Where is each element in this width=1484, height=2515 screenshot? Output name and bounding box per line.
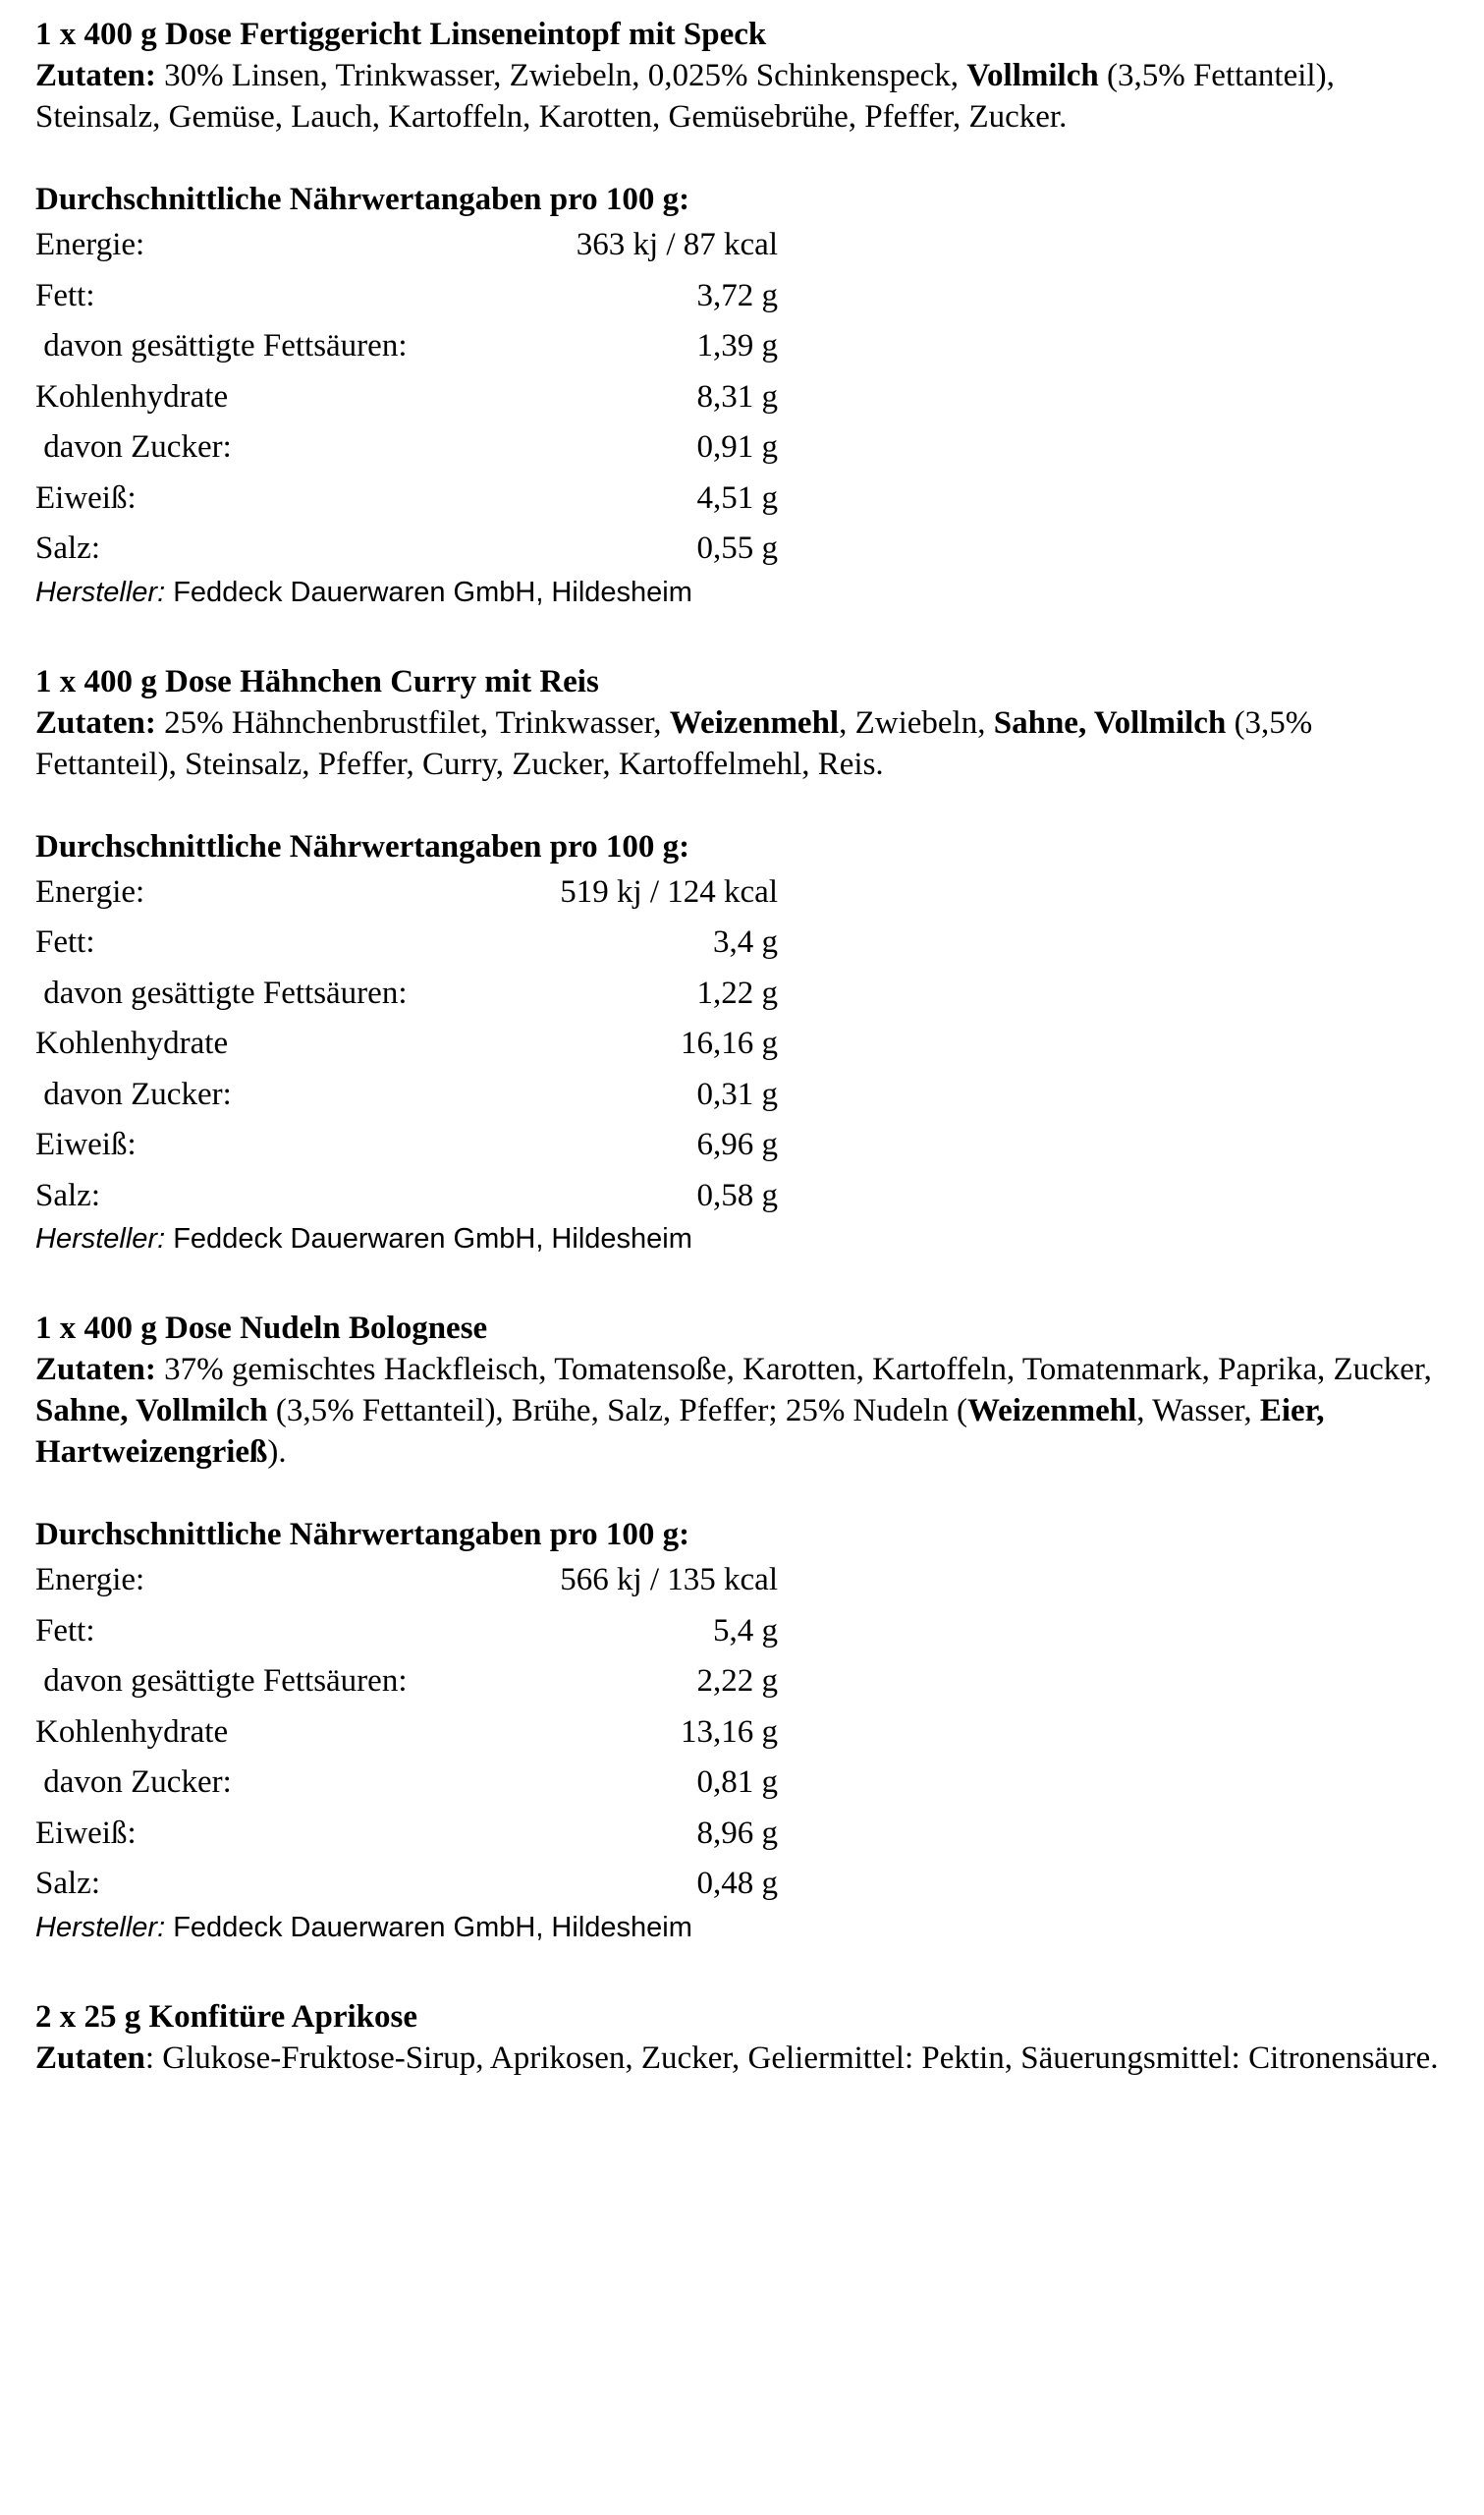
nutrient-label: Fett: — [35, 1612, 95, 1649]
nutrition-row — [35, 1707, 1450, 1759]
product-title: 1 x 400 g Dose Nudeln Bolognese — [35, 1311, 488, 1346]
nutrient-label: davon Zucker: — [35, 1764, 232, 1800]
product-section — [35, 661, 1450, 1258]
nutrient-label: Salz: — [35, 531, 100, 566]
nutrient-label: Fett: — [35, 924, 95, 960]
nutrition-row — [35, 918, 1450, 969]
nutrient-label: Energie: — [35, 227, 145, 262]
ingredient-segment: 37% gemischtes Hackfleisch, Tomatensoße, Karotten, Kartoffeln, Tomatenmark, Paprika, Zucker, — [155, 1352, 1432, 1387]
nutrition-table — [35, 867, 1450, 1222]
nutrient-label: Energie: — [35, 873, 145, 910]
nutrient-label: Salz: — [35, 1866, 100, 1901]
ingredient-bold-segment: Eier, Hartweizengrieß — [35, 1393, 1325, 1470]
product-section — [35, 14, 1450, 610]
nutrient-value: 519 kj / 124 kcal — [560, 873, 778, 910]
nutrition-row — [35, 1070, 1450, 1121]
nutrient-value: 1,22 g — [696, 975, 778, 1011]
ingredient-bold-segment: Zutaten: — [35, 58, 156, 93]
nutrition-row — [35, 422, 1450, 474]
nutrient-label: Salz: — [35, 1177, 100, 1213]
ingredient-segment: 30% Linsen, Trinkwasser, Zwiebeln, 0,025% Schinkenspeck, — [155, 58, 967, 93]
nutrition-table — [35, 220, 1450, 575]
nutrient-value: 1,39 g — [696, 328, 778, 363]
nutrition-row — [35, 474, 1450, 525]
nutrient-value: 8,31 g — [696, 378, 778, 415]
ingredients-text — [35, 702, 1450, 785]
nutrient-value: 2,22 g — [696, 1663, 778, 1699]
ingredient-segment: 25% Hähnchenbrustfilet, Trinkwasser, — [155, 704, 670, 741]
nutrient-value: 0,91 g — [696, 429, 778, 465]
ingredient-segment: (3,5% Fettanteil), Steinsalz, Pfeffer, Curry, Zucker, Kartoffelmehl, Reis. — [35, 704, 1313, 782]
nutrient-label: Kohlenhydrate — [35, 378, 229, 415]
nutrient-value: 0,58 g — [696, 1177, 778, 1213]
nutrition-table — [35, 1555, 1450, 1910]
nutrient-label: Eiweiß: — [35, 1815, 137, 1851]
nutrition-row — [35, 524, 1450, 575]
ingredient-segment: (3,5% Fettanteil), Steinsalz, Gemüse, Lauch, Kartoffeln, Karotten, Gemüsebrühe, Pfeffer, Zucker. — [35, 58, 1335, 135]
nutrient-label: Fett: — [35, 277, 95, 313]
product-title: 1 x 400 g Dose Hähnchen Curry mit Reis — [35, 663, 599, 699]
nutrient-value: 0,31 g — [696, 1076, 778, 1112]
nutrition-row — [35, 1656, 1450, 1707]
ingredient-bold-segment: Sahne, Vollmilch — [993, 704, 1227, 741]
manufacturer-line — [35, 1910, 1450, 1945]
product-info-document — [35, 14, 1450, 2079]
nutrient-value: 3,72 g — [696, 277, 778, 313]
product-title: 2 x 25 g Konfitüre Aprikose — [35, 1998, 417, 2035]
manufacturer-prefix: Hersteller: — [35, 1223, 166, 1255]
nutrient-value: 16,16 g — [681, 1026, 778, 1061]
nutrition-row — [35, 867, 1450, 919]
nutrient-label: davon gesättigte Fettsäuren: — [35, 328, 408, 363]
nutrition-row — [35, 1758, 1450, 1809]
nutrient-label: Eiweiß: — [35, 1127, 137, 1162]
nutrition-heading: Durchschnittliche Nährwertangaben pro 100 g: — [35, 1517, 690, 1552]
nutrition-row — [35, 969, 1450, 1020]
ingredient-bold-segment: Zutaten: — [35, 1352, 156, 1387]
nutrient-value: 5,4 g — [713, 1612, 778, 1649]
ingredient-segment: , Wasser, — [1136, 1393, 1260, 1428]
manufacturer-line — [35, 1221, 1450, 1257]
nutrition-heading: Durchschnittliche Nährwertangaben pro 100 g: — [35, 828, 690, 865]
nutrient-value: 4,51 g — [696, 479, 778, 516]
nutrient-label: davon gesättigte Fettsäuren: — [35, 975, 408, 1011]
ingredient-segment: , Zwiebeln, — [839, 704, 994, 741]
nutrient-label: Kohlenhydrate — [35, 1713, 229, 1750]
manufacturer-name: Feddeck Dauerwaren GmbH, Hildesheim — [173, 1911, 692, 1943]
nutrition-row — [35, 1171, 1450, 1222]
nutrient-label: davon Zucker: — [35, 1076, 232, 1112]
nutrient-value: 0,81 g — [696, 1764, 778, 1800]
ingredient-segment: ). — [267, 1434, 287, 1470]
nutrition-row — [35, 220, 1450, 271]
nutrition-row — [35, 372, 1450, 423]
manufacturer-prefix: Hersteller: — [35, 576, 166, 608]
nutrient-value: 13,16 g — [681, 1713, 778, 1750]
nutrient-value: 363 kj / 87 kcal — [576, 227, 778, 262]
nutrient-label: Eiweiß: — [35, 479, 137, 516]
section-spacer — [35, 1945, 1450, 1996]
ingredient-bold-segment: Weizenmehl — [669, 704, 840, 741]
nutrient-label: davon Zucker: — [35, 429, 232, 465]
ingredients-text — [35, 1349, 1450, 1473]
nutrition-row — [35, 271, 1450, 322]
ingredient-bold-segment: Weizenmehl — [966, 1393, 1137, 1428]
nutrition-row — [35, 321, 1450, 372]
ingredient-bold-segment: Vollmilch — [966, 58, 1099, 93]
manufacturer-prefix: Hersteller: — [35, 1911, 166, 1943]
nutrition-row — [35, 1555, 1450, 1606]
nutrient-label: Energie: — [35, 1562, 145, 1597]
nutrition-row — [35, 1120, 1450, 1171]
product-title: 1 x 400 g Dose Fertiggericht Linseneintopf mit Speck — [35, 17, 767, 52]
nutrient-label: davon gesättigte Fettsäuren: — [35, 1663, 408, 1699]
ingredient-bold-segment: Zutaten — [35, 2040, 145, 2076]
nutrition-row — [35, 1859, 1450, 1910]
product-section — [35, 1308, 1450, 1945]
product-section — [35, 1996, 1450, 2079]
nutrition-row — [35, 1809, 1450, 1860]
section-spacer — [35, 610, 1450, 661]
nutrient-value: 3,4 g — [713, 924, 778, 960]
section-spacer — [35, 1257, 1450, 1308]
ingredient-segment: (3,5% Fettanteil), Brühe, Salz, Pfeffer; 25% Nudeln ( — [267, 1393, 967, 1428]
manufacturer-line — [35, 575, 1450, 610]
ingredient-bold-segment: Zutaten: — [35, 704, 156, 741]
manufacturer-name: Feddeck Dauerwaren GmbH, Hildesheim — [173, 576, 692, 608]
nutrient-value: 0,48 g — [696, 1866, 778, 1901]
nutrient-value: 0,55 g — [696, 531, 778, 566]
ingredients-text — [35, 2038, 1450, 2079]
manufacturer-name: Feddeck Dauerwaren GmbH, Hildesheim — [173, 1223, 692, 1255]
ingredient-bold-segment: Sahne, Vollmilch — [35, 1393, 268, 1428]
nutrition-heading: Durchschnittliche Nährwertangaben pro 100 g: — [35, 182, 690, 217]
nutrition-row — [35, 1606, 1450, 1657]
ingredient-segment: : Glukose-Fruktose-Sirup, Aprikosen, Zucker, Geliermittel: Pektin, Säuerungsmittel: Citronensäure. — [144, 2040, 1439, 2076]
nutrient-value: 566 kj / 135 kcal — [560, 1562, 778, 1597]
nutrient-label: Kohlenhydrate — [35, 1026, 229, 1061]
nutrition-row — [35, 1019, 1450, 1070]
nutrient-value: 6,96 g — [696, 1127, 778, 1162]
ingredients-text — [35, 55, 1450, 138]
nutrient-value: 8,96 g — [696, 1815, 778, 1851]
